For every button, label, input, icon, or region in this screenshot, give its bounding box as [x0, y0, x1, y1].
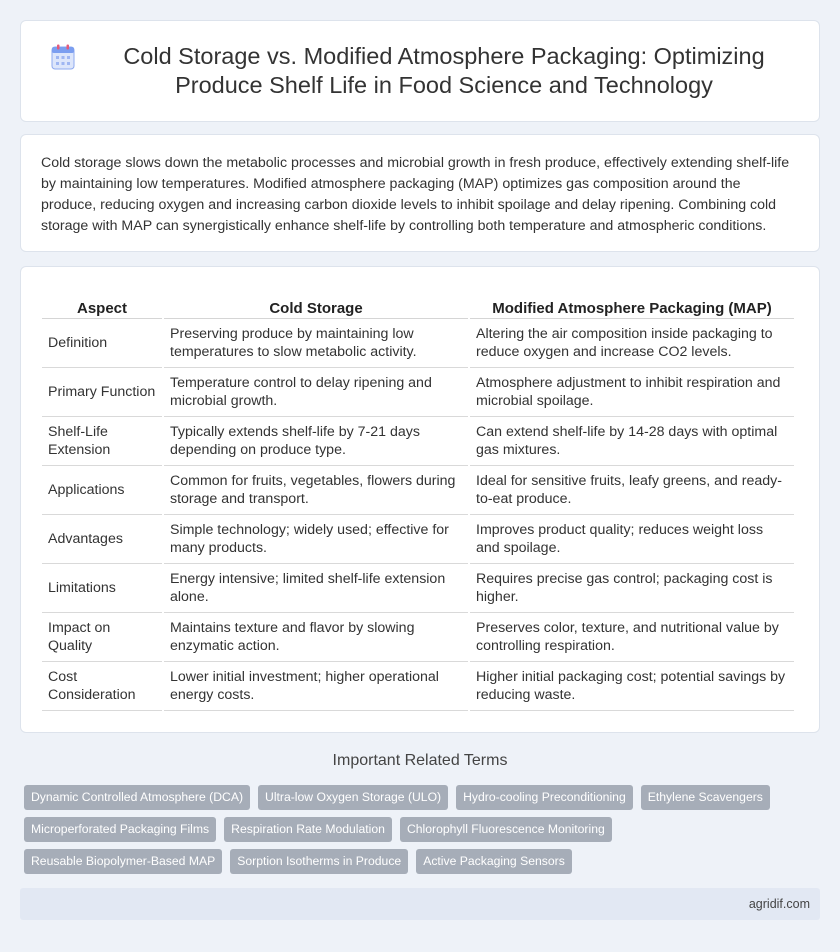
table-row: [42, 368, 794, 417]
map-cell: Improves product quality; reduces weight loss and spoilage.: [470, 515, 794, 564]
related-term-tag[interactable]: Sorption Isotherms in Produce: [230, 849, 408, 874]
table-row: [42, 613, 794, 662]
cold-storage-cell: Typically extends shelf-life by 7-21 days depending on produce type.: [164, 417, 468, 466]
aspect-cell: Primary Function: [42, 368, 162, 417]
related-term-tag[interactable]: Ethylene Scavengers: [641, 785, 770, 810]
map-cell: Requires precise gas control; packaging cost is higher.: [470, 564, 794, 613]
site-link[interactable]: agridif.com: [748, 897, 810, 911]
table-row: [42, 466, 794, 515]
aspect-cell: Definition: [42, 319, 162, 368]
aspect-cell: Impact on Quality: [42, 613, 162, 662]
map-cell: Can extend shelf-life by 14-28 days with optimal gas mixtures.: [470, 417, 794, 466]
calendar-icon: [51, 44, 75, 70]
header-cold-storage: Cold Storage: [164, 295, 468, 319]
table-row: [42, 515, 794, 564]
related-term-tag[interactable]: Hydro-cooling Preconditioning: [456, 785, 633, 810]
related-term-tag[interactable]: Chlorophyll Fluorescence Monitoring: [400, 817, 612, 842]
related-terms-heading: Important Related Terms: [332, 752, 508, 769]
aspect-cell: Applications: [42, 466, 162, 515]
page-title: Cold Storage vs. Modified Atmosphere Packaging: Optimizing Produce Shelf Life in Food Science and Technology: [123, 43, 765, 98]
cold-storage-cell: Maintains texture and flavor by slowing enzymatic action.: [164, 613, 468, 662]
related-terms-list: [24, 785, 820, 881]
table-row: [42, 564, 794, 613]
aspect-cell: Shelf-Life Extension: [42, 417, 162, 466]
title-card: [20, 20, 820, 122]
comparison-card: [20, 266, 820, 733]
map-cell: Ideal for sensitive fruits, leafy greens, and ready-to-eat produce.: [470, 466, 794, 515]
aspect-cell: Limitations: [42, 564, 162, 613]
related-term-tag[interactable]: Ultra-low Oxygen Storage (ULO): [258, 785, 448, 810]
cold-storage-cell: Energy intensive; limited shelf-life extension alone.: [164, 564, 468, 613]
table-header-row: [42, 295, 794, 319]
cold-storage-cell: Common for fruits, vegetables, flowers during storage and transport.: [164, 466, 468, 515]
table-row: [42, 662, 794, 711]
comparison-table: [40, 295, 796, 711]
header-aspect: Aspect: [42, 295, 162, 319]
cold-storage-cell: Temperature control to delay ripening and microbial growth.: [164, 368, 468, 417]
map-cell: Higher initial packaging cost; potential savings by reducing waste.: [470, 662, 794, 711]
table-row: [42, 319, 794, 368]
map-cell: Atmosphere adjustment to inhibit respiration and microbial spoilage.: [470, 368, 794, 417]
aspect-cell: Cost Consideration: [42, 662, 162, 711]
map-cell: Preserves color, texture, and nutritional value by controlling respiration.: [470, 613, 794, 662]
related-term-tag[interactable]: Reusable Biopolymer-Based MAP: [24, 849, 222, 874]
intro-card: [20, 134, 820, 252]
cold-storage-cell: Preserving produce by maintaining low temperatures to slow metabolic activity.: [164, 319, 468, 368]
aspect-cell: Advantages: [42, 515, 162, 564]
footer-bar: [20, 888, 820, 920]
related-term-tag[interactable]: Microperforated Packaging Films: [24, 817, 216, 842]
related-term-tag[interactable]: Respiration Rate Modulation: [224, 817, 392, 842]
cold-storage-cell: Lower initial investment; higher operational energy costs.: [164, 662, 468, 711]
header-map: Modified Atmosphere Packaging (MAP): [470, 295, 794, 319]
intro-paragraph: Cold storage slows down the metabolic processes and microbial growth in fresh produce, effectively extending shelf-life by maintaining low temperatures. Modified atmosphere packaging (MAP) optimizes gas composition around the produce, reducing oxygen and increasing carbon dioxide levels to inhibit spoilage and delay ripening. Combining cold storage with MAP can synergistically enhance shelf-life by controlling both temperature and atmospheric conditions.: [41, 155, 790, 234]
related-term-tag[interactable]: Active Packaging Sensors: [416, 849, 572, 874]
table-row: [42, 417, 794, 466]
title-wrap: [21, 21, 819, 121]
related-term-tag[interactable]: Dynamic Controlled Atmosphere (DCA): [24, 785, 250, 810]
cold-storage-cell: Simple technology; widely used; effective for many products.: [164, 515, 468, 564]
map-cell: Altering the air composition inside packaging to reduce oxygen and increase CO2 levels.: [470, 319, 794, 368]
